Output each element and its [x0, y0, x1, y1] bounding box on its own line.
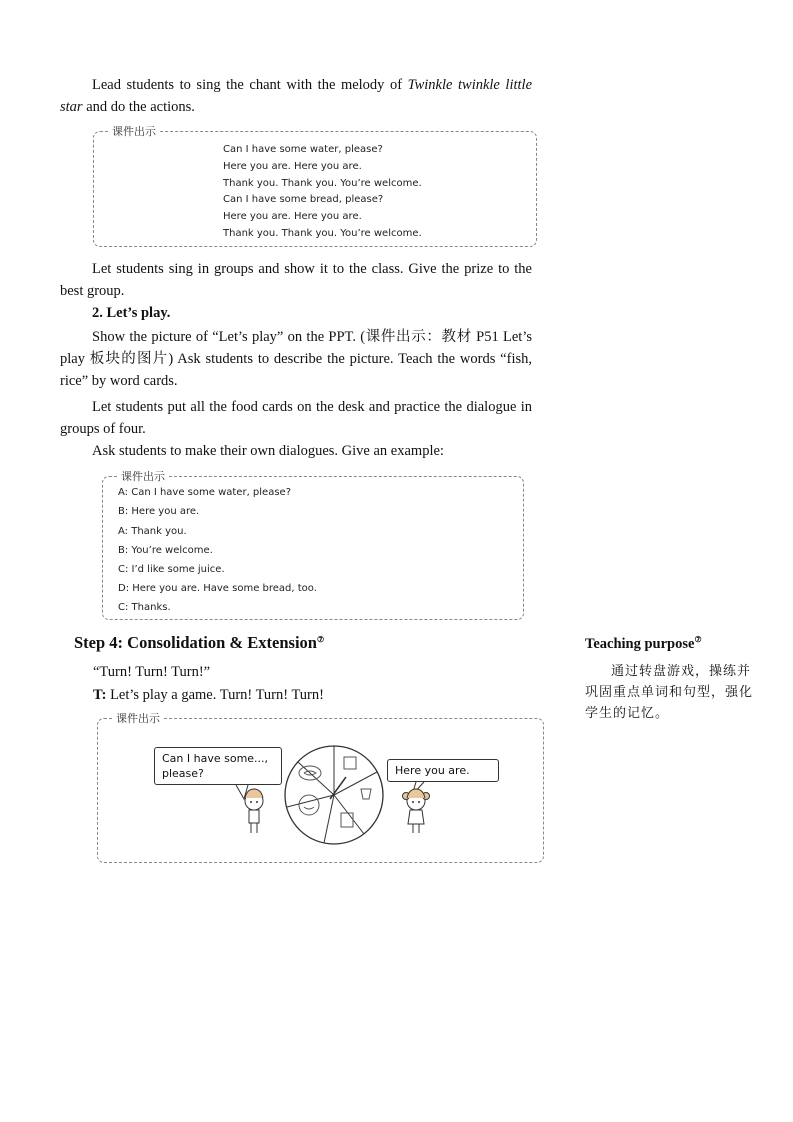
- courseware-box-chant: [93, 125, 537, 247]
- speech-bubble-right: Here you are.: [387, 759, 499, 782]
- step4-heading: Step 4: Consolidation & Extension⑦: [74, 633, 325, 652]
- chant-line: Here you are. Here you are.: [223, 161, 362, 172]
- dialogue-line: A: Can I have some water, please?: [118, 487, 292, 498]
- teacher-line: T: Let’s play a game. Turn! Turn! Turn!: [93, 687, 324, 703]
- lets-play-heading: 2. Let’s play.: [92, 305, 171, 321]
- courseware-box-game: [97, 712, 544, 863]
- chant-line: Here you are. Here you are.: [223, 211, 362, 222]
- teaching-purpose-text: 通过转盘游戏，操练并巩固重点单词和句型，强化学生的记忆。: [585, 664, 754, 721]
- game-illustration: [98, 719, 543, 862]
- spinner-wheel: [285, 746, 383, 844]
- chant-line: Thank you. Thank you. You’re welcome.: [223, 228, 422, 239]
- dialogue-line: D: Here you are. Have some bread, too.: [118, 583, 317, 594]
- game-title: “Turn! Turn! Turn!”: [93, 664, 211, 680]
- chant-line: Can I have some bread, please?: [223, 194, 384, 205]
- box-label: 课件出示: [117, 468, 169, 484]
- show-picture-paragraph: Show the picture of “Let’s play” on the PPT. (课件出示：教材 P51 Let’s play 板块的图片) Ask students to describe the picture. Teach the words “fish, rice” by word cards.: [60, 329, 532, 389]
- chant-line: Thank you. Thank you. You’re welcome.: [223, 178, 422, 189]
- dialogue-line: B: You’re welcome.: [118, 545, 213, 556]
- girl-figure: [403, 789, 430, 833]
- boy-figure: [245, 789, 263, 833]
- box-label: 课件出示: [112, 710, 164, 726]
- teaching-purpose-title: Teaching purpose⑦: [585, 635, 702, 652]
- box-label: 课件出示: [108, 123, 160, 139]
- food-cards-paragraph: Let students put all the food cards on the desk and practice the dialogue in groups of four.: [60, 399, 532, 437]
- speech-bubble-left: Can I have some..., please?: [154, 747, 282, 785]
- dialogue-paragraph: Ask students to make their own dialogues. Give an example:: [92, 443, 444, 459]
- dialogue-line: C: I’d like some juice.: [118, 564, 225, 575]
- dialogue-line: B: Here you are.: [118, 506, 200, 517]
- intro-paragraph: Lead students to sing the chant with the melody of Twinkle twinkle little star and do the actions.: [60, 77, 532, 115]
- dialogue-line: C: Thanks.: [118, 602, 171, 613]
- courseware-box-dialogue: [102, 470, 524, 620]
- group-sing-paragraph: Let students sing in groups and show it to the class. Give the prize to the best group.: [60, 261, 532, 299]
- chant-line: Can I have some water, please?: [223, 144, 383, 155]
- dialogue-line: A: Thank you.: [118, 526, 187, 537]
